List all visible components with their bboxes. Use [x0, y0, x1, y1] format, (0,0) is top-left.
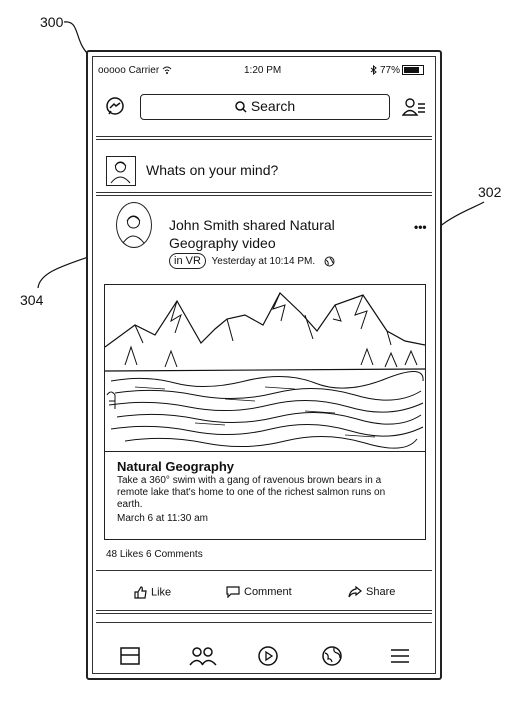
- search-icon: [235, 101, 247, 113]
- phone-frame: [86, 50, 442, 680]
- divider: [96, 610, 432, 614]
- vr-badge[interactable]: in VR: [169, 253, 206, 269]
- status-bar: [96, 62, 432, 80]
- user-portrait-icon: [107, 157, 134, 184]
- avatar[interactable]: [116, 202, 152, 248]
- thumbs-up-icon: [134, 586, 147, 599]
- post-title-line2: Geography video: [169, 235, 276, 251]
- ref-302: 302: [478, 184, 502, 200]
- post-meta: [169, 253, 335, 269]
- card-date: March 6 at 11:30 am: [117, 513, 208, 524]
- composer-prompt: Whats on your mind?: [146, 162, 279, 178]
- card-description: Take a 360° swim with a gang of ravenous brown bears in a remote lake that's home to one of the richest salmon runs on earth.: [117, 475, 386, 510]
- battery-percent: 77%: [379, 65, 400, 76]
- more-options-icon[interactable]: •••: [414, 220, 427, 234]
- battery-status: [370, 65, 424, 76]
- top-navigation: [96, 86, 432, 126]
- divider: [96, 136, 432, 140]
- like-button[interactable]: [134, 586, 171, 599]
- bluetooth-icon: [370, 65, 377, 75]
- post-actions: [96, 574, 432, 610]
- user-portrait-icon: [117, 203, 150, 246]
- post-title: [169, 216, 369, 252]
- friends-icon[interactable]: [188, 644, 218, 668]
- reaction-counts[interactable]: 48 Likes 6 Comments: [106, 549, 203, 560]
- video-icon[interactable]: [256, 644, 280, 668]
- battery-icon: [402, 65, 424, 75]
- like-label: Like: [151, 586, 172, 599]
- comment-icon: [226, 586, 240, 598]
- carrier-text: ooooo Carrier: [98, 65, 160, 76]
- wifi-icon: [162, 66, 172, 74]
- search-input[interactable]: [140, 94, 390, 120]
- share-label: Share: [366, 586, 396, 598]
- divider: [96, 622, 432, 623]
- divider: [96, 192, 432, 196]
- comment-label: Comment: [244, 586, 292, 598]
- share-button[interactable]: [348, 586, 395, 598]
- video-thumbnail[interactable]: [105, 285, 425, 452]
- shared-video-card[interactable]: [104, 284, 426, 540]
- news-feed-icon[interactable]: [118, 644, 142, 668]
- carrier-label: [98, 65, 172, 76]
- ref-304: 304: [20, 292, 44, 308]
- messenger-icon[interactable]: [104, 96, 126, 118]
- bottom-tab-bar: [96, 636, 432, 674]
- comment-button[interactable]: [226, 586, 292, 598]
- clock: 1:20 PM: [244, 65, 282, 76]
- search-placeholder: Search: [250, 98, 296, 114]
- notifications-globe-icon[interactable]: [320, 644, 344, 668]
- post-title-line1: John Smith shared Natural: [169, 217, 335, 233]
- status-composer[interactable]: [96, 150, 432, 190]
- friend-requests-icon[interactable]: [402, 96, 426, 118]
- share-icon: [348, 586, 362, 598]
- card-title: Natural Geography: [117, 459, 235, 474]
- globe-icon: [324, 256, 335, 267]
- avatar: [106, 156, 136, 186]
- post-timestamp: Yesterday at 10:14 PM.: [211, 256, 316, 267]
- divider: [96, 570, 432, 571]
- ref-300: 300: [40, 14, 64, 30]
- menu-icon[interactable]: [388, 644, 412, 668]
- app-screen: [96, 62, 432, 674]
